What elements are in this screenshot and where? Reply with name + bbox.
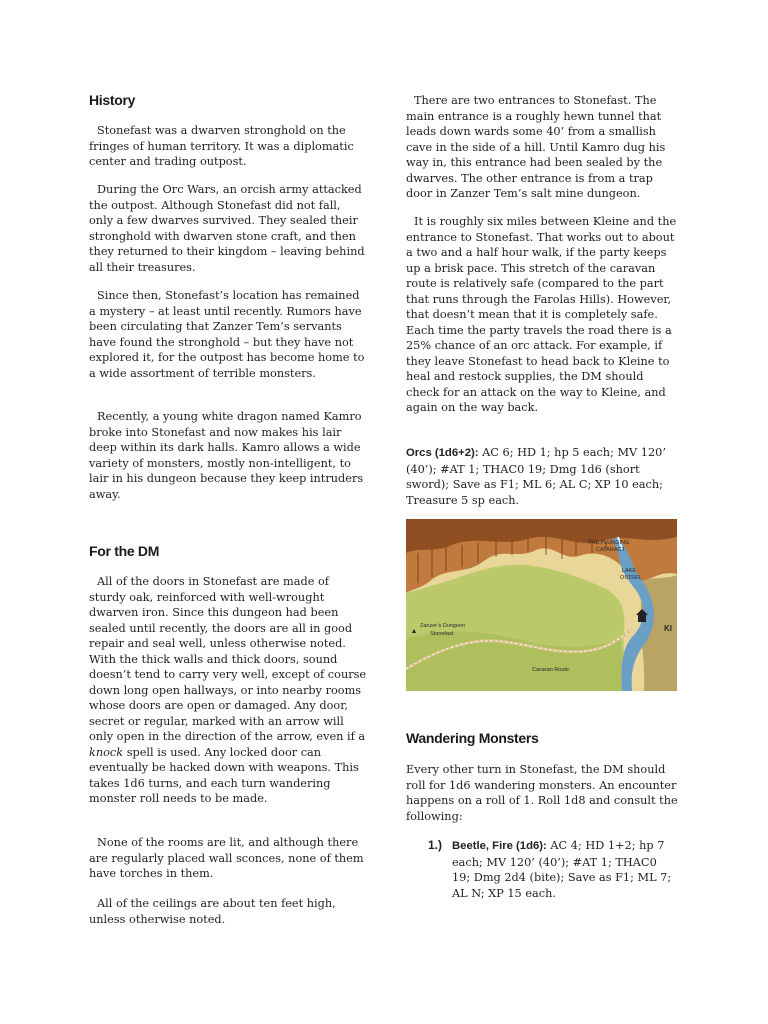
list-item-fire-beetle — [452, 838, 678, 901]
map-label-zanzer-2: Stonefast — [430, 631, 454, 637]
knock-spell: knock — [89, 745, 124, 759]
map-label-cataract-1: THE PLUNGING — [588, 540, 630, 546]
dm-paragraph-3: All of the ceilings are about ten feet high, unless otherwise noted. — [89, 897, 336, 926]
history-paragraph-1: Stonefast was a dwarven stronghold on the fringes of human territory. It was a diplomatic center and trading outpost. — [89, 124, 354, 168]
region-map — [406, 519, 677, 691]
dm-paragraph-2: None of the rooms are lit, and although there are regularly placed wall sconces, none of them have torches in them. — [89, 836, 364, 880]
dm-heading: For the DM — [89, 543, 160, 559]
map-label-lake-2: OSTREL — [620, 575, 643, 581]
orcs-label: Orcs (1d6+2): — [406, 447, 479, 459]
history-paragraph-2: During the Orc Wars, an orcish army attacked the outpost. Although Stonefast did not fall, only a few dwarves survived. They sealed their stronghold with dwarven stone craft, and then they returned to their kingdom – leaving behind all their treasures. — [89, 183, 365, 274]
history-heading: History — [89, 92, 136, 108]
fire-beetle-stats: AC 4; HD 1+2; hp 7 each; MV 120’ (40’); #AT 1; THAC0 19; Dmg 2d4 (bite); Save as F1; ML 7; AL N; XP 15 each. — [452, 839, 672, 900]
dm-paragraph-1-part-a: All of the doors in Stonefast are made of sturdy oak, reinforced with well-wrought dwarven iron. Since this dungeon had been sealed until recently, the doors are all in good repair and seal well, unless otherwise noted. With the thick walls and thick doors, sound doesn’t tend to carry very well, except of course down long open hallways, or into nearby rooms whose doors are open or damaged. Any door, secret or regular, marked with an arrow will only open in the direction of the arrow, even if a — [89, 575, 367, 743]
entrances-paragraph: There are two entrances to Stonefast. The main entrance is a roughly hewn tunnel that leads down wards some 40’ from a smallish cave in the side of a hill. Until Kamro dug his way in, this entrance had been sealed by the dwarves. The other entrance is from a trap door in Zanzer Tem’s salt mine dungeon. — [406, 94, 666, 200]
dm-paragraph-1 — [89, 574, 367, 807]
orcs-stat-block — [406, 445, 678, 508]
map-label-zanzer-1: Zanzer’s Dungeon — [420, 623, 466, 629]
history-paragraph-3: Since then, Stonefast’s location has remained a mystery – at least until recently. Rumors have been circulating that Zanzer Tem’s servants have found the stronghold – but they have not explored it, for the outpost has become home to a wide assortment of terrible monsters. — [89, 289, 365, 380]
orcs-stats: AC 6; HD 1; hp 5 each; MV 120’ (40’); #AT 1; THAC0 19; Dmg 1d6 (short sword); Save as F1; ML 6; AL C; XP 10 each; Treasure 5 sp each. — [406, 446, 666, 507]
list-item-number: 1.) — [428, 838, 443, 852]
wandering-monsters-heading: Wandering Monsters — [406, 730, 539, 746]
map-label-lake-1: LAKE — [622, 568, 637, 574]
fire-beetle-label: Beetle, Fire (1d6): — [452, 840, 547, 852]
map-label-cataract-2: CATARACT — [596, 547, 625, 553]
dm-paragraph-1-part-b: spell is used. Any locked door can eventually be hacked down with weapons. This takes 1d6 turns, and each turn wandering monster roll needs to be made. — [89, 745, 359, 805]
map-label-caravan: Caravan Route — [532, 667, 569, 673]
wandering-monsters-paragraph: Every other turn in Stonefast, the DM should roll for 1d6 wandering monsters. An encounter happens on a roll of 1. Roll 1d8 and consult the following: — [406, 763, 678, 823]
history-paragraph-4: Recently, a young white dragon named Kamro broke into Stonefast and now makes his lair deep within its dark halls. Kamro allows a wide variety of monsters, mostly non-intelligent, to lair in his dungeon because they keep intruders away. — [89, 410, 364, 501]
map-label-kleine: Kl — [664, 624, 672, 633]
travel-paragraph: It is roughly six miles between Kleine and the entrance to Stonefast. That works out to about a two and a half hour walk, if the party keeps up a brisk pace. This stretch of the caravan route is relatively safe (compared to the part that runs through the Farolas Hills). However, that doesn’t mean that it is completely safe. Each time the party travels the road there is a 25% chance of an orc attack. For example, if they leave Stonefast to head back to Kleine to heal and restock supplies, the DM should check for an attack on the way to Kleine, and again on the way back. — [406, 215, 677, 414]
